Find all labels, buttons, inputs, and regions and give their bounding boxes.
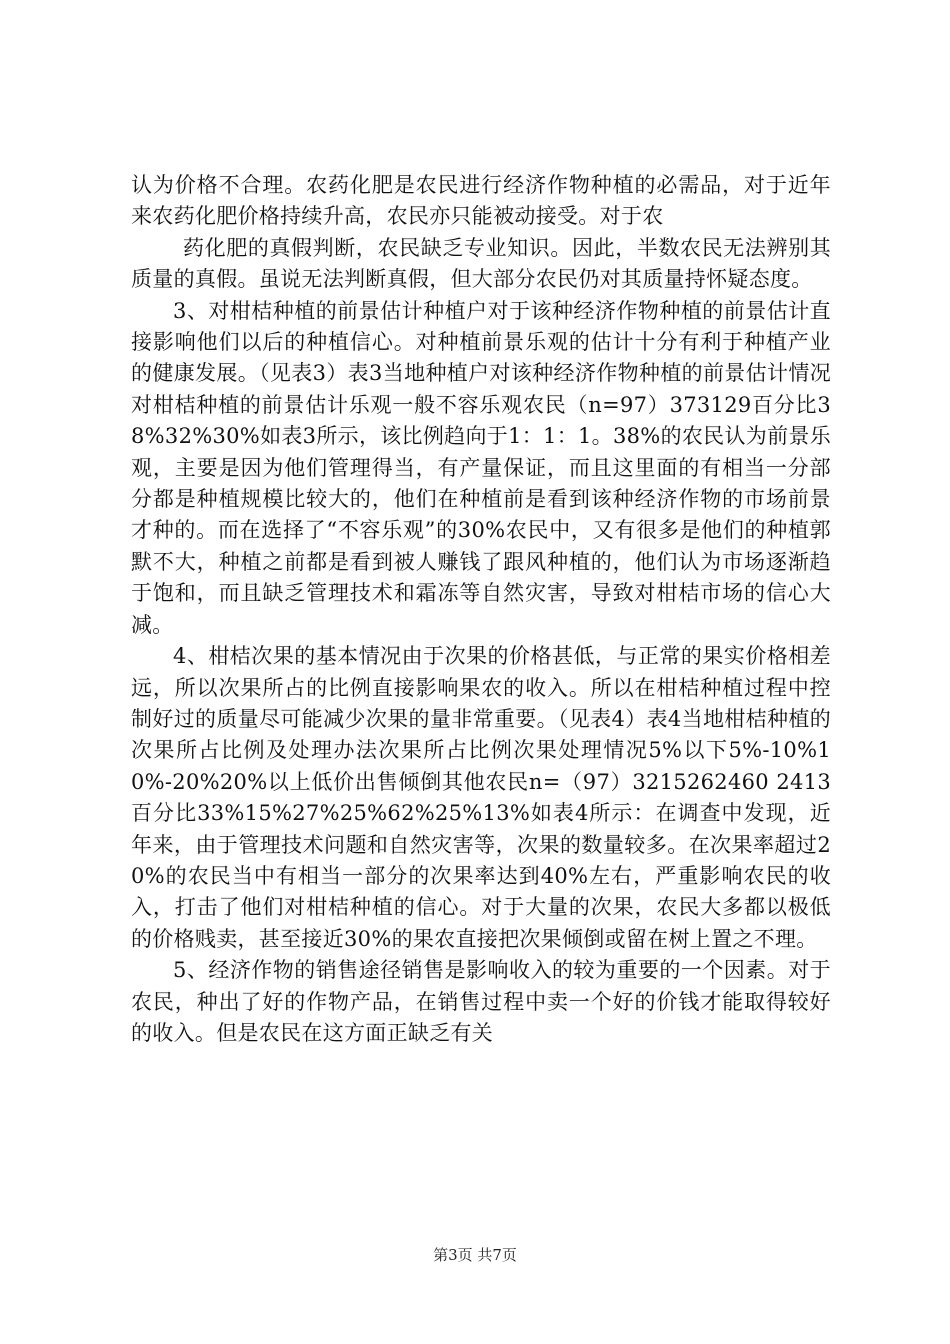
page-footer (0, 1244, 950, 1265)
page-number-label: 第3页 共7页 (433, 1246, 517, 1264)
paragraph-continuation: 认为价格不合理。农药化肥是农民进行经济作物种植的必需品，对于近年来农药化肥价格持续升高，农民亦只能被动接受。对于农 (131, 173, 831, 229)
paragraph-section-4-defective-fruit: 4、柑桔次果的基本情况由于次果的价格甚低，与正常的果实价格相差远，所以次果所占的比例直接影响果农的收入。所以在柑桔种植过程中控制好过的质量尽可能减少次果的量非常重要。（见表4）表4当地柑桔种植的次果所占比例及处理办法次果所占比例次果处理情况5%以下5%-10%10%-20%20%以上低价出售倾倒其他农民n=（97）3215262460 2413百分比33%15%27%25%62%25%13%如表4所示：在调查中发现，近年来，由于管理技术问题和自然灾害等，次果的数量较多。在次果率超过20%的农民当中有相当一部分的次果率达到40%左右，严重影响农民的收入，打击了他们对柑桔种植的信心。对于大量的次果，农民大多都以极低的价格贱卖，甚至接近30%的果农直接把次果倾倒或留在树上置之不理。 (131, 644, 831, 951)
paragraph-section-3-outlook: 3、对柑桔种植的前景估计种植户对于该种经济作物种植的前景估计直接影响他们以后的种植信心。对种植前景乐观的估计十分有利于种植产业的健康发展。（见表3）表3当地种植户对该种经济作物种植的前景估计情况对柑桔种植的前景估计乐观一般不容乐观农民（n=97）373129百分比38%32%30%如表3所示，该比例趋向于1：1：1。38%的农民认为前景乐观，主要是因为他们管理得当，有产量保证，而且这里面的有相当一分部分都是种植规模比较大的，他们在种植前是看到该种经济作物的市场前景才种的。而在选择了“不容乐观”的30%农民中，又有很多是他们的种植郭默不大，种植之前都是看到被人赚钱了跟风种植的，他们认为市场逐渐趋于饱和，而且缺乏管理技术和霜冻等自然灾害，导致对柑桔市场的信心大减。 (131, 298, 831, 637)
document-body (131, 170, 831, 1049)
paragraph-fertilizer-quality: 药化肥的真假判断，农民缺乏专业知识。因此，半数农民无法辨别其质量的真假。虽说无法判断真假，但大部分农民仍对其质量持怀疑态度。 (131, 235, 831, 292)
paragraph-section-5-sales: 5、经济作物的销售途径销售是影响收入的较为重要的一个因素。对于农民，种出了好的作物产品，在销售过程中卖一个好的价钱才能取得较好的收入。但是农民在这方面正缺乏有关 (131, 958, 831, 1045)
